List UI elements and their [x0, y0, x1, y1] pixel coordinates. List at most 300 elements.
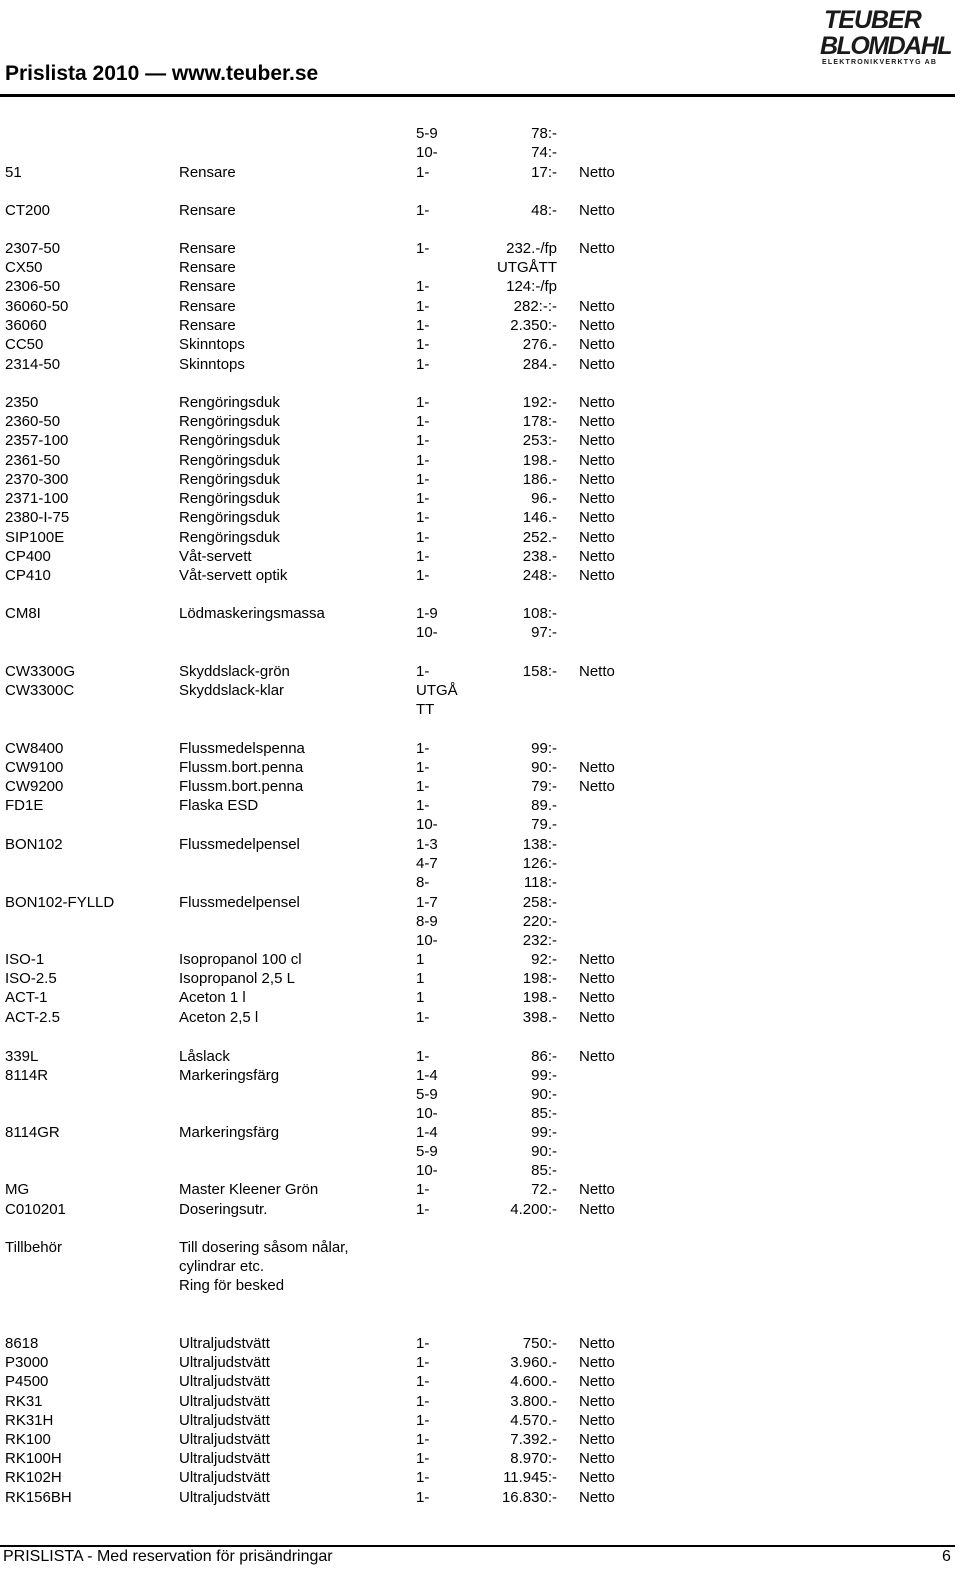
table-row [0, 681, 960, 701]
article-number-cell: 2350 [5, 394, 39, 411]
description-cell: Lödmaskeringsmassa [179, 605, 325, 622]
description-cell: Ultraljudstvätt [179, 1450, 270, 1467]
page-title: Prislista 2010 — www.teuber.se [5, 62, 319, 85]
price-cell: 3.800.- [510, 1393, 557, 1410]
price-cell: 99:- [531, 1067, 557, 1084]
quantity-tier-cell: 8- [416, 874, 430, 891]
price-cell: 398.- [522, 1009, 557, 1026]
article-number-cell: MG [5, 1181, 30, 1198]
quantity-tier-cell: 1- [416, 1450, 430, 1467]
quantity-tier-cell: 1- [416, 778, 430, 795]
quantity-tier-cell: 1- [416, 413, 430, 430]
table-row [0, 528, 960, 548]
description-cell: Rensare [179, 164, 236, 181]
table-row [0, 815, 960, 835]
price-cell: 276.- [522, 336, 557, 353]
article-number-cell: 8114GR [5, 1124, 60, 1141]
net-flag-cell: Netto [579, 432, 615, 449]
table-row [0, 873, 960, 893]
net-flag-cell: Netto [579, 240, 615, 257]
quantity-tier-cell: 1 [416, 989, 425, 1006]
quantity-tier-cell: 5-9 [416, 1143, 438, 1160]
price-cell: 4.200:- [510, 1201, 557, 1218]
price-cell: 78:- [531, 125, 557, 142]
description-cell: Ultraljudstvätt [179, 1393, 270, 1410]
price-cell: 750:- [522, 1335, 557, 1352]
price-cell: 11.945:- [503, 1469, 557, 1486]
quantity-tier-cell: 4-7 [416, 855, 438, 872]
price-cell: 198:- [522, 970, 557, 987]
table-row [0, 662, 960, 682]
net-flag-cell: Netto [579, 759, 615, 776]
price-cell: 17:- [531, 164, 557, 181]
net-flag-cell: Netto [579, 1393, 615, 1410]
net-flag-cell: Netto [579, 1335, 615, 1352]
net-flag-cell: Netto [579, 1469, 615, 1486]
quantity-tier-cell: 1- [416, 452, 430, 469]
quantity-tier-cell: 1- [416, 490, 430, 507]
net-flag-cell: Netto [579, 778, 615, 795]
description-cell: Rengöringsduk [179, 432, 280, 449]
table-row [0, 201, 960, 221]
table-row [0, 258, 960, 278]
price-cell: 108:- [522, 605, 557, 622]
table-row [0, 1488, 960, 1508]
price-cell: 198.- [522, 989, 557, 1006]
table-row [0, 835, 960, 855]
description-cell: Ultraljudstvätt [179, 1373, 270, 1390]
quantity-tier-cell: 1- [416, 356, 430, 373]
article-number-cell: RK102H [5, 1469, 62, 1486]
price-cell: 85:- [531, 1105, 557, 1122]
net-flag-cell: Netto [579, 1181, 615, 1198]
quantity-tier-cell: 5-9 [416, 1086, 438, 1103]
article-number-cell: 2371-100 [5, 490, 69, 507]
quantity-tier-cell: 1- [416, 317, 430, 334]
article-number-cell: BON102 [5, 836, 63, 853]
quantity-tier-cell: 1- [416, 394, 430, 411]
article-number-cell: SIP100E [5, 529, 65, 546]
table-row [0, 470, 960, 490]
table-row [0, 1066, 960, 1086]
price-cell: 146.- [522, 509, 557, 526]
price-cell: 284.- [522, 356, 557, 373]
table-row [0, 758, 960, 778]
quantity-tier-cell: 10- [416, 1162, 438, 1179]
price-cell: 90:- [531, 1086, 557, 1103]
table-row [0, 700, 960, 720]
description-cell: cylindrar etc. [179, 1258, 265, 1275]
description-cell: Skyddslack-klar [179, 682, 285, 699]
article-number-cell: 2360-50 [5, 413, 61, 430]
table-row [0, 431, 960, 451]
article-number-cell: CW9100 [5, 759, 64, 776]
description-cell: Låslack [179, 1048, 230, 1065]
article-number-cell: ISO-2.5 [5, 970, 57, 987]
net-flag-cell: Netto [579, 970, 615, 987]
article-number-cell: 2307-50 [5, 240, 61, 257]
price-cell: 79.- [531, 816, 557, 833]
net-flag-cell: Netto [579, 951, 615, 968]
description-cell: Ultraljudstvätt [179, 1431, 270, 1448]
description-cell: Ultraljudstvätt [179, 1412, 270, 1429]
description-cell: Rengöringsduk [179, 509, 280, 526]
article-number-cell: ACT-1 [5, 989, 48, 1006]
quantity-tier-cell: 1-9 [416, 605, 438, 622]
table-row [0, 355, 960, 375]
net-flag-cell: Netto [579, 413, 615, 430]
quantity-tier-cell: 10- [416, 1105, 438, 1122]
description-cell: Rengöringsduk [179, 471, 280, 488]
table-row [0, 1334, 960, 1354]
article-number-cell: 51 [5, 164, 22, 181]
net-flag-cell: Netto [579, 452, 615, 469]
article-number-cell: 2380-I-75 [5, 509, 70, 526]
description-cell: Markeringsfärg [179, 1067, 280, 1084]
page-number: 6 [942, 1548, 951, 1565]
article-number-cell: ACT-2.5 [5, 1009, 61, 1026]
article-number-cell: CM8I [5, 605, 41, 622]
net-flag-cell: Netto [579, 1009, 615, 1026]
table-row [0, 277, 960, 297]
price-cell: 16.830:- [501, 1489, 557, 1506]
quantity-tier-cell: 10- [416, 144, 438, 161]
description-cell: Doseringsutr. [179, 1201, 268, 1218]
table-row [0, 412, 960, 432]
table-row [0, 604, 960, 624]
quantity-tier-cell: 1- [416, 1201, 430, 1218]
table-row [0, 988, 960, 1008]
article-number-cell: CP400 [5, 548, 51, 565]
description-cell: Rengöringsduk [179, 413, 280, 430]
quantity-tier-cell: 1- [416, 278, 430, 295]
table-row [0, 950, 960, 970]
net-flag-cell: Netto [579, 989, 615, 1006]
table-row [0, 1104, 960, 1124]
price-cell: 252.- [522, 529, 557, 546]
quantity-tier-cell: 1- [416, 529, 430, 546]
quantity-tier-cell: 1- [416, 1048, 430, 1065]
quantity-tier-cell: 1 [416, 951, 425, 968]
description-cell: Rengöringsduk [179, 394, 280, 411]
logo-tagline: ELEKTRONIKVERKTYG AB [822, 59, 938, 66]
description-cell: Master Kleener Grön [179, 1181, 319, 1198]
article-number-cell: CW3300G [5, 663, 76, 680]
price-cell: 186.- [522, 471, 557, 488]
description-cell: Rensare [179, 240, 236, 257]
article-number-cell: 2370-300 [5, 471, 69, 488]
price-cell: 158:- [522, 663, 557, 680]
description-cell: Rengöringsduk [179, 452, 280, 469]
table-row [0, 777, 960, 797]
description-cell: Ultraljudstvätt [179, 1469, 270, 1486]
price-cell: 72.- [531, 1181, 557, 1198]
price-cell: 4.570.- [510, 1412, 557, 1429]
table-row [0, 393, 960, 413]
quantity-tier-cell: 1- [416, 1393, 430, 1410]
net-flag-cell: Netto [579, 1373, 615, 1390]
description-cell: Ring för besked [179, 1277, 285, 1294]
quantity-tier-cell: 1- [416, 759, 430, 776]
table-row [0, 854, 960, 874]
quantity-tier-cell: 1- [416, 740, 430, 757]
quantity-tier-cell: 8-9 [416, 913, 438, 930]
article-number-cell: 36060-50 [5, 298, 69, 315]
quantity-tier-cell: 10- [416, 816, 438, 833]
net-flag-cell: Netto [579, 1354, 615, 1371]
table-row [0, 566, 960, 586]
table-row [0, 931, 960, 951]
article-number-cell: 339L [5, 1048, 39, 1065]
description-cell: Rensare [179, 259, 236, 276]
article-number-cell: FD1E [5, 797, 44, 814]
description-cell: Isopropanol 100 cl [179, 951, 302, 968]
description-cell: Ultraljudstvätt [179, 1489, 270, 1506]
net-flag-cell: Netto [579, 663, 615, 680]
price-cell: UTGÅTT [497, 259, 557, 276]
net-flag-cell: Netto [579, 394, 615, 411]
quantity-tier-cell: TT [416, 701, 435, 718]
price-cell: 7.392.- [510, 1431, 557, 1448]
logo-line1: TEUBER [824, 6, 921, 34]
article-number-cell: RK100H [5, 1450, 62, 1467]
price-cell: 74:- [531, 144, 557, 161]
table-row [0, 1372, 960, 1392]
net-flag-cell: Netto [579, 548, 615, 565]
article-number-cell: RK31 [5, 1393, 43, 1410]
price-cell: 99:- [531, 740, 557, 757]
quantity-tier-cell: 1- [416, 471, 430, 488]
quantity-tier-cell: 1- [416, 548, 430, 565]
article-number-cell: 8618 [5, 1335, 39, 1352]
article-number-cell: 36060 [5, 317, 47, 334]
article-number-cell: RK156BH [5, 1489, 72, 1506]
description-cell: Skinntops [179, 336, 245, 353]
table-row [0, 739, 960, 759]
net-flag-cell: Netto [579, 490, 615, 507]
description-cell: Rengöringsduk [179, 490, 280, 507]
net-flag-cell: Netto [579, 567, 615, 584]
table-row [0, 508, 960, 528]
table-row [0, 1449, 960, 1469]
table-row [0, 163, 960, 183]
price-cell: 99:- [531, 1124, 557, 1141]
price-cell: 2.350:- [510, 317, 557, 334]
quantity-tier-cell: 1- [416, 164, 430, 181]
description-cell: Aceton 2,5 l [179, 1009, 259, 1026]
price-cell: 138:- [522, 836, 557, 853]
price-cell: 258:- [522, 894, 557, 911]
description-cell: Ultraljudstvätt [179, 1335, 270, 1352]
article-number-cell: ISO-1 [5, 951, 45, 968]
price-cell: 238.- [522, 548, 557, 565]
price-cell: 86:- [531, 1048, 557, 1065]
price-cell: 192:- [522, 394, 557, 411]
price-cell: 79:- [531, 778, 557, 795]
price-cell: 124:-/fp [506, 278, 557, 295]
price-cell: 90:- [531, 759, 557, 776]
logo-line2: BLOMDAHL [820, 32, 952, 60]
net-flag-cell: Netto [579, 298, 615, 315]
table-row [0, 1468, 960, 1488]
description-cell: Flussmedelspenna [179, 740, 305, 757]
quantity-tier-cell: 1-3 [416, 836, 438, 853]
description-cell: Skyddslack-grön [179, 663, 290, 680]
net-flag-cell: Netto [579, 1489, 615, 1506]
price-cell: 178:- [522, 413, 557, 430]
quantity-tier-cell: 1 [416, 970, 425, 987]
net-flag-cell: Netto [579, 1048, 615, 1065]
footer-text: PRISLISTA - Med reservation för prisändringar [3, 1548, 333, 1565]
price-cell: 118:- [523, 874, 557, 891]
table-row [0, 1411, 960, 1431]
net-flag-cell: Netto [579, 164, 615, 181]
article-number-cell: BON102-FYLLD [5, 894, 115, 911]
table-row [0, 1008, 960, 1028]
table-row [0, 1392, 960, 1412]
net-flag-cell: Netto [579, 202, 615, 219]
price-cell: 253:- [522, 432, 557, 449]
quantity-tier-cell: 1- [416, 1431, 430, 1448]
price-cell: 232.-/fp [506, 240, 557, 257]
article-number-cell: RK100 [5, 1431, 51, 1448]
table-row [0, 547, 960, 567]
table-row [0, 316, 960, 336]
description-cell: Rensare [179, 202, 236, 219]
quantity-tier-cell: 1- [416, 1469, 430, 1486]
price-cell: 3.960.- [510, 1354, 557, 1371]
article-number-cell: 2306-50 [5, 278, 61, 295]
article-number-cell: CW3300C [5, 682, 75, 699]
table-row [0, 489, 960, 509]
description-cell: Flussm.bort.penna [179, 759, 304, 776]
description-cell: Ultraljudstvätt [179, 1354, 270, 1371]
table-row [0, 335, 960, 355]
description-cell: Markeringsfärg [179, 1124, 280, 1141]
price-cell: 4.600.- [510, 1373, 557, 1390]
article-number-cell: CW8400 [5, 740, 64, 757]
quantity-tier-cell: 1- [416, 1181, 430, 1198]
quantity-tier-cell: 1- [416, 509, 430, 526]
table-row [0, 912, 960, 932]
article-number-cell: CT200 [5, 202, 51, 219]
description-cell: Flussmedelpensel [179, 894, 300, 911]
footer-divider [0, 1545, 955, 1547]
price-cell: 198.- [522, 452, 557, 469]
price-cell: 85:- [531, 1162, 557, 1179]
net-flag-cell: Netto [579, 1201, 615, 1218]
article-number-cell: CC50 [5, 336, 44, 353]
table-row [0, 1161, 960, 1181]
net-flag-cell: Netto [579, 471, 615, 488]
net-flag-cell: Netto [579, 336, 615, 353]
article-number-cell: 2314-50 [5, 356, 61, 373]
table-row [0, 1047, 960, 1067]
article-number-cell: CX50 [5, 259, 43, 276]
quantity-tier-cell: 1- [416, 663, 430, 680]
article-number-cell: P4500 [5, 1373, 49, 1390]
table-row [0, 124, 960, 144]
description-cell: Våt-servett optik [179, 567, 288, 584]
net-flag-cell: Netto [579, 1412, 615, 1429]
quantity-tier-cell: 1- [416, 432, 430, 449]
article-number-cell: P3000 [5, 1354, 49, 1371]
table-row [0, 1430, 960, 1450]
net-flag-cell: Netto [579, 1431, 615, 1448]
quantity-tier-cell: 1- [416, 1354, 430, 1371]
table-row [0, 969, 960, 989]
price-cell: 89.- [531, 797, 557, 814]
description-cell: Rensare [179, 278, 236, 295]
description-cell: Rengöringsduk [179, 529, 280, 546]
article-number-cell: Tillbehör [5, 1239, 62, 1256]
quantity-tier-cell: 10- [416, 932, 438, 949]
article-number-cell: CW9200 [5, 778, 64, 795]
table-row [0, 1200, 960, 1220]
description-cell: Flaska ESD [179, 797, 259, 814]
price-cell: 48:- [531, 202, 557, 219]
quantity-tier-cell: 1- [416, 1412, 430, 1429]
article-number-cell: 2361-50 [5, 452, 61, 469]
article-number-cell: 8114R [5, 1067, 49, 1084]
table-row [0, 1142, 960, 1162]
description-cell: Aceton 1 l [179, 989, 246, 1006]
article-number-cell: 2357-100 [5, 432, 69, 449]
net-flag-cell: Netto [579, 317, 615, 334]
article-number-cell: RK31H [5, 1412, 54, 1429]
quantity-tier-cell: 1- [416, 298, 430, 315]
quantity-tier-cell: 1- [416, 1373, 430, 1390]
description-cell: Till dosering såsom nålar, [179, 1239, 349, 1256]
table-row [0, 1085, 960, 1105]
price-cell: 96.- [531, 490, 557, 507]
price-cell: 282:-:- [513, 298, 557, 315]
quantity-tier-cell: 1- [416, 797, 430, 814]
description-cell: Isopropanol 2,5 L [179, 970, 295, 987]
net-flag-cell: Netto [579, 356, 615, 373]
price-cell: 220:- [522, 913, 557, 930]
price-cell: 232:- [522, 932, 557, 949]
quantity-tier-cell: 1- [416, 240, 430, 257]
description-cell: Våt-servett [179, 548, 252, 565]
table-row [0, 143, 960, 163]
table-row [0, 1257, 960, 1277]
quantity-tier-cell: UTGÅ [416, 682, 458, 699]
price-cell: 90:- [531, 1143, 557, 1160]
price-cell: 8.970:- [510, 1450, 557, 1467]
table-row [0, 1180, 960, 1200]
quantity-tier-cell: 1- [416, 1489, 430, 1506]
table-row [0, 239, 960, 259]
quantity-tier-cell: 1- [416, 567, 430, 584]
table-row [0, 1123, 960, 1143]
description-cell: Skinntops [179, 356, 245, 373]
price-cell: 126:- [522, 855, 557, 872]
quantity-tier-cell: 10- [416, 624, 438, 641]
quantity-tier-cell: 1-4 [416, 1124, 438, 1141]
description-cell: Flussm.bort.penna [179, 778, 304, 795]
table-row [0, 1353, 960, 1373]
table-row [0, 451, 960, 471]
quantity-tier-cell: 1- [416, 1335, 430, 1352]
quantity-tier-cell: 1- [416, 202, 430, 219]
description-cell: Rensare [179, 317, 236, 334]
table-row [0, 796, 960, 816]
quantity-tier-cell: 1-7 [416, 894, 438, 911]
table-row [0, 297, 960, 317]
article-number-cell: CP410 [5, 567, 51, 584]
description-cell: Flussmedelpensel [179, 836, 300, 853]
